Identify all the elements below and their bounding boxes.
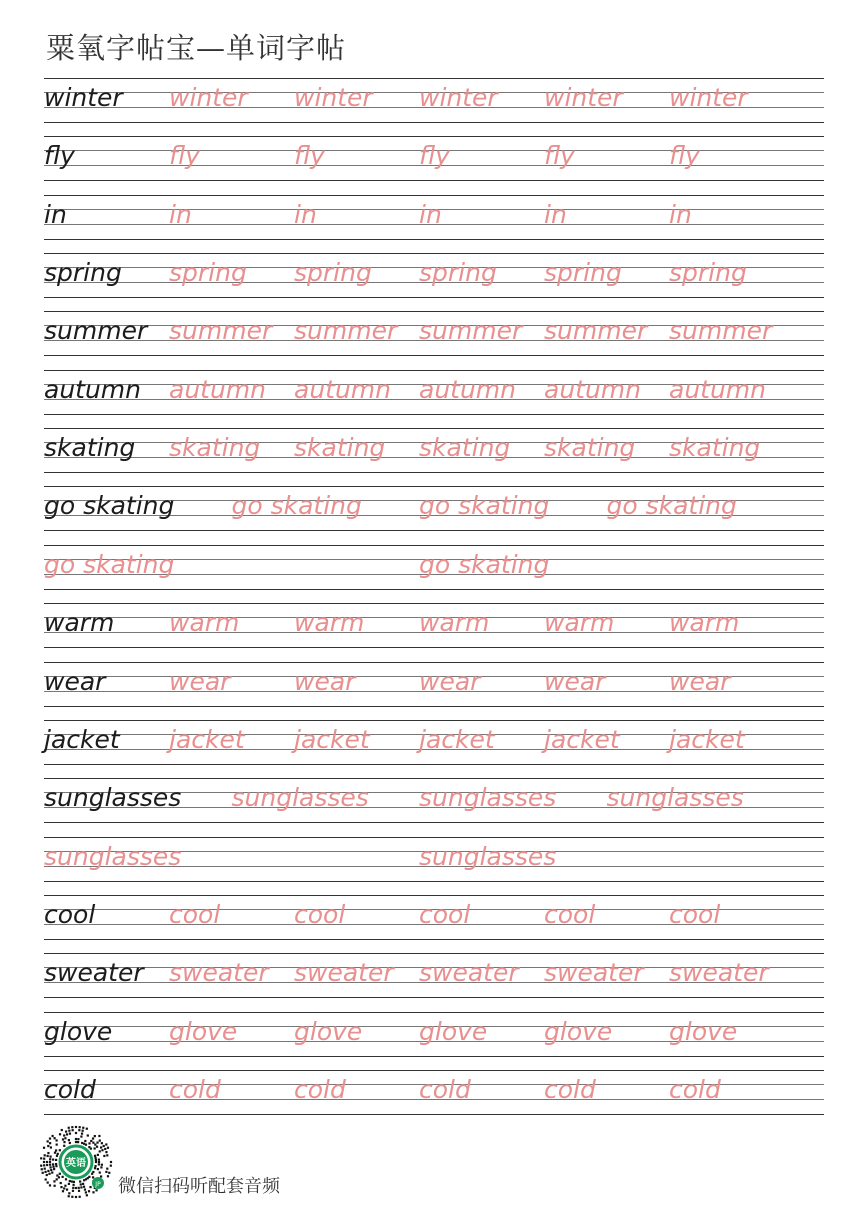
- qr-small-text: JP: [95, 1181, 101, 1188]
- trace-word: winter: [544, 83, 623, 112]
- trace-word: cool: [169, 899, 221, 929]
- rule-line: [44, 764, 824, 765]
- trace-word: jacket: [669, 724, 745, 754]
- trace-word: cold: [419, 1074, 471, 1104]
- trace-word: jacket: [294, 724, 370, 754]
- trace-word: cool: [419, 899, 471, 929]
- trace-word: jacket: [419, 724, 495, 754]
- trace-word: in: [169, 199, 192, 229]
- rule-line: [44, 414, 824, 415]
- trace-word: cold: [169, 1074, 221, 1104]
- trace-word: sweater: [294, 958, 394, 988]
- rule-line: [44, 355, 824, 356]
- trace-word: sweater: [669, 958, 769, 988]
- practice-row: [44, 78, 824, 136]
- practice-row: [44, 1012, 824, 1070]
- trace-word: wear: [419, 666, 481, 696]
- rule-line: [44, 239, 824, 240]
- model-word: autumn: [44, 374, 142, 404]
- trace-word: sunglasses: [419, 841, 557, 871]
- trace-word: sunglasses: [606, 783, 744, 813]
- rule-line: [44, 428, 824, 429]
- trace-word: go skating: [419, 549, 550, 579]
- model-word: sweater: [44, 958, 144, 988]
- trace-word: summer: [169, 316, 273, 346]
- practice-row: [44, 253, 824, 311]
- model-word: warm: [44, 608, 115, 638]
- rule-line: [44, 311, 824, 312]
- trace-word: sweater: [544, 958, 644, 988]
- trace-word: go skating: [606, 491, 737, 521]
- trace-word: sweater: [419, 958, 519, 988]
- rule-line: [44, 822, 824, 823]
- practice-row: [44, 895, 824, 953]
- trace-word: fly: [544, 141, 575, 171]
- trace-word: skating: [669, 433, 761, 463]
- footer-text: 微信扫码听配套音频: [118, 1176, 280, 1197]
- trace-word: jacket: [544, 724, 620, 754]
- trace-word: warm: [544, 608, 615, 638]
- trace-word: jacket: [169, 724, 245, 754]
- trace-word: spring: [294, 258, 372, 288]
- model-word: winter: [44, 83, 123, 112]
- rule-line: [44, 1012, 824, 1013]
- practice-row: [44, 370, 824, 428]
- practice-row: [44, 195, 824, 253]
- practice-row: [44, 720, 824, 778]
- rule-line: [44, 530, 824, 531]
- rule-line: [44, 370, 824, 371]
- trace-word: spring: [419, 258, 497, 288]
- rule-line: [44, 486, 824, 487]
- trace-word: in: [544, 199, 567, 229]
- trace-word: cool: [544, 899, 596, 929]
- rule-line: [44, 589, 824, 590]
- trace-word: glove: [419, 1016, 488, 1046]
- model-word: cold: [44, 1074, 96, 1104]
- model-word: go skating: [44, 491, 175, 521]
- rule-line: [44, 253, 824, 254]
- qr-badge-text: 英语: [66, 1158, 86, 1169]
- rule-line: [44, 545, 824, 546]
- model-word: fly: [44, 141, 75, 171]
- model-word: sunglasses: [44, 783, 182, 813]
- rule-line: [44, 136, 824, 137]
- trace-word: spring: [544, 258, 622, 288]
- practice-row: [44, 662, 824, 720]
- rule-line: [44, 778, 824, 779]
- model-word: spring: [44, 258, 122, 288]
- trace-word: in: [669, 199, 692, 229]
- trace-word: summer: [669, 316, 773, 346]
- rule-line: [44, 297, 824, 298]
- trace-word: warm: [169, 608, 240, 638]
- practice-row: [44, 428, 824, 486]
- trace-word: cool: [294, 899, 346, 929]
- trace-word: autumn: [544, 374, 642, 404]
- trace-word: go skating: [44, 549, 175, 579]
- trace-word: fly: [169, 141, 200, 171]
- trace-word: skating: [419, 433, 511, 463]
- rule-line: [44, 1056, 824, 1057]
- model-word: in: [44, 199, 67, 229]
- rule-line: [44, 603, 824, 604]
- trace-word: fly: [419, 141, 450, 171]
- trace-word: fly: [669, 141, 700, 171]
- trace-word: autumn: [419, 374, 517, 404]
- trace-word: in: [294, 199, 317, 229]
- trace-word: wear: [294, 666, 356, 696]
- trace-word: sweater: [169, 958, 269, 988]
- rule-line: [44, 662, 824, 663]
- trace-word: cool: [669, 899, 721, 929]
- rule-line: [44, 647, 824, 648]
- practice-row: [44, 953, 824, 1011]
- page-title: 粟氧字帖宝—单词字帖: [46, 31, 347, 65]
- practice-row: [44, 545, 824, 603]
- rule-line: [44, 706, 824, 707]
- trace-word: skating: [544, 433, 636, 463]
- trace-word: wear: [544, 666, 606, 696]
- trace-word: skating: [294, 433, 386, 463]
- rule-line: [44, 997, 824, 998]
- model-word: glove: [44, 1016, 113, 1046]
- model-word: summer: [44, 316, 148, 346]
- qr-code-icon[interactable]: [40, 1125, 114, 1199]
- trace-word: glove: [169, 1016, 238, 1046]
- trace-word: autumn: [169, 374, 267, 404]
- trace-word: glove: [294, 1016, 363, 1046]
- trace-word: sunglasses: [231, 783, 369, 813]
- trace-word: cold: [544, 1074, 596, 1104]
- footer: [40, 1125, 340, 1201]
- trace-word: summer: [419, 316, 523, 346]
- trace-word: autumn: [294, 374, 392, 404]
- rule-line: [44, 939, 824, 940]
- rule-line: [44, 472, 824, 473]
- trace-word: go skating: [419, 491, 550, 521]
- rule-line: [44, 1114, 824, 1115]
- trace-word: warm: [294, 608, 365, 638]
- practice-row: [44, 311, 824, 369]
- rule-line: [44, 78, 824, 79]
- practice-row: [44, 136, 824, 194]
- trace-word: sunglasses: [44, 841, 182, 871]
- trace-word: go skating: [231, 491, 362, 521]
- trace-word: winter: [169, 83, 248, 112]
- rule-line: [44, 720, 824, 721]
- practice-row: [44, 603, 824, 661]
- rule-line: [44, 180, 824, 181]
- trace-word: summer: [544, 316, 648, 346]
- trace-word: autumn: [669, 374, 767, 404]
- trace-word: sunglasses: [419, 783, 557, 813]
- trace-word: warm: [669, 608, 740, 638]
- trace-word: cold: [294, 1074, 346, 1104]
- practice-row: [44, 778, 824, 836]
- model-word: skating: [44, 433, 136, 463]
- rule-line: [44, 895, 824, 896]
- trace-word: skating: [169, 433, 261, 463]
- practice-row: [44, 837, 824, 895]
- trace-word: glove: [544, 1016, 613, 1046]
- trace-word: winter: [669, 83, 748, 112]
- trace-word: spring: [669, 258, 747, 288]
- trace-word: winter: [294, 83, 373, 112]
- trace-word: glove: [669, 1016, 738, 1046]
- rule-line: [44, 1070, 824, 1071]
- practice-row: [44, 1070, 824, 1128]
- rule-line: [44, 881, 824, 882]
- practice-row: [44, 486, 824, 544]
- trace-word: cold: [669, 1074, 721, 1104]
- trace-word: wear: [669, 666, 731, 696]
- trace-word: spring: [169, 258, 247, 288]
- rule-line: [44, 122, 824, 123]
- rule-line: [44, 953, 824, 954]
- model-word: wear: [44, 666, 106, 696]
- rule-line: [44, 195, 824, 196]
- model-word: cool: [44, 899, 96, 929]
- model-word: jacket: [44, 724, 120, 754]
- trace-word: warm: [419, 608, 490, 638]
- trace-word: wear: [169, 666, 231, 696]
- trace-word: winter: [419, 83, 498, 112]
- trace-word: fly: [294, 141, 325, 171]
- rule-line: [44, 837, 824, 838]
- trace-word: in: [419, 199, 442, 229]
- trace-word: summer: [294, 316, 398, 346]
